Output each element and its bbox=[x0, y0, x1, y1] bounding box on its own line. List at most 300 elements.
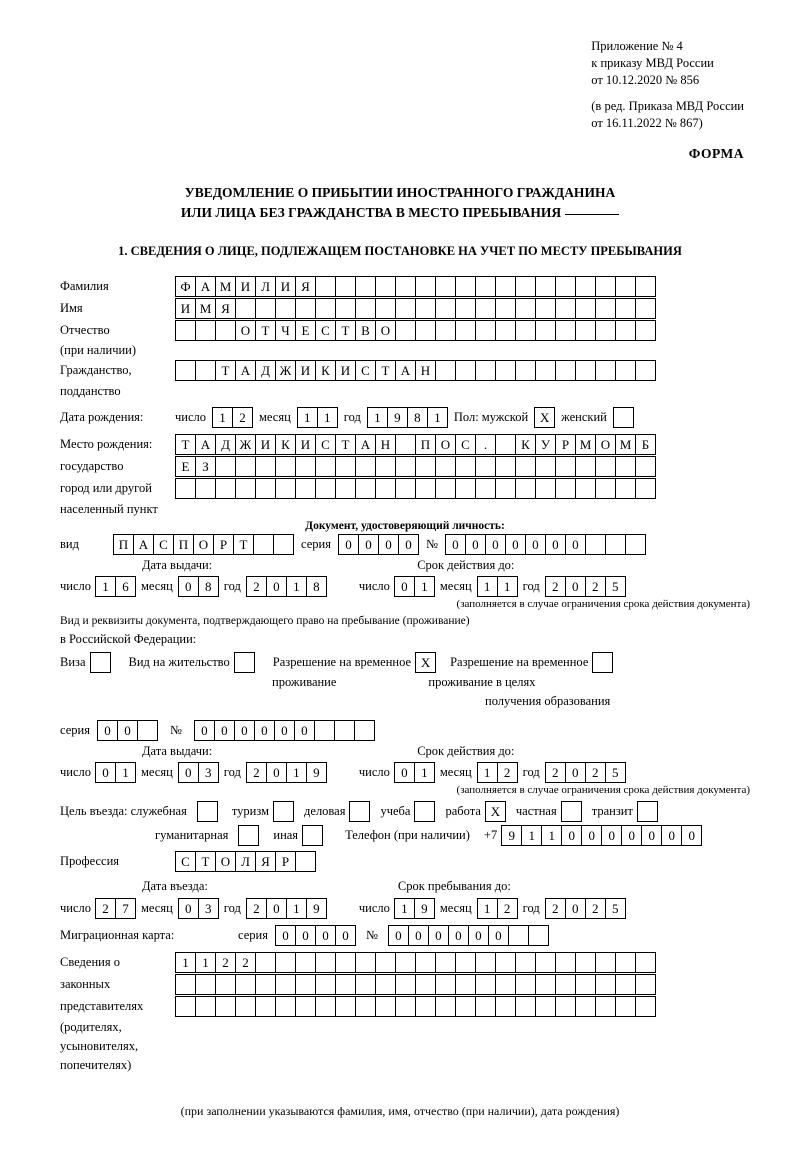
char-box[interactable]: 1 bbox=[394, 898, 415, 919]
char-box[interactable] bbox=[195, 360, 216, 381]
name-boxes[interactable] bbox=[175, 298, 656, 319]
char-box[interactable]: З bbox=[195, 456, 216, 477]
char-box[interactable] bbox=[535, 996, 556, 1017]
char-box[interactable] bbox=[595, 360, 616, 381]
char-box[interactable] bbox=[575, 360, 596, 381]
char-box[interactable] bbox=[528, 925, 549, 946]
char-box[interactable]: 2 bbox=[545, 898, 566, 919]
char-box[interactable]: 0 bbox=[525, 534, 546, 555]
char-box[interactable]: П bbox=[173, 534, 194, 555]
char-box[interactable] bbox=[515, 456, 536, 477]
char-box[interactable]: 1 bbox=[195, 952, 216, 973]
char-box[interactable]: 2 bbox=[95, 898, 116, 919]
char-box[interactable] bbox=[615, 996, 636, 1017]
citizenship-boxes[interactable] bbox=[175, 360, 656, 381]
char-box[interactable] bbox=[375, 952, 396, 973]
char-box[interactable]: О bbox=[215, 851, 236, 872]
char-box[interactable]: 9 bbox=[306, 762, 327, 783]
char-box[interactable]: 9 bbox=[414, 898, 435, 919]
char-box[interactable]: 0 bbox=[275, 925, 296, 946]
char-box[interactable] bbox=[535, 298, 556, 319]
doc-kind-boxes[interactable] bbox=[113, 534, 294, 555]
char-box[interactable]: 9 bbox=[387, 407, 408, 428]
char-box[interactable]: 0 bbox=[565, 534, 586, 555]
birth-month-boxes[interactable] bbox=[297, 407, 338, 428]
char-box[interactable]: 0 bbox=[214, 720, 235, 741]
char-box[interactable] bbox=[195, 478, 216, 499]
char-box[interactable] bbox=[475, 298, 496, 319]
char-box[interactable] bbox=[315, 456, 336, 477]
char-box[interactable] bbox=[635, 974, 656, 995]
char-box[interactable]: Е bbox=[175, 456, 196, 477]
char-box[interactable] bbox=[575, 298, 596, 319]
char-box[interactable]: 0 bbox=[581, 825, 602, 846]
char-box[interactable] bbox=[495, 974, 516, 995]
char-box[interactable]: И bbox=[295, 360, 316, 381]
perm-number-boxes[interactable] bbox=[194, 720, 375, 741]
char-box[interactable] bbox=[415, 952, 436, 973]
char-box[interactable]: С bbox=[153, 534, 174, 555]
char-box[interactable]: 0 bbox=[97, 720, 118, 741]
char-box[interactable] bbox=[495, 276, 516, 297]
char-box[interactable] bbox=[355, 996, 376, 1017]
char-box[interactable] bbox=[515, 478, 536, 499]
char-box[interactable]: Е bbox=[295, 320, 316, 341]
char-box[interactable] bbox=[495, 952, 516, 973]
char-box[interactable] bbox=[615, 974, 636, 995]
char-box[interactable] bbox=[215, 456, 236, 477]
char-box[interactable] bbox=[315, 974, 336, 995]
char-box[interactable] bbox=[635, 456, 656, 477]
char-box[interactable]: 2 bbox=[545, 762, 566, 783]
perm-issue-day-boxes[interactable] bbox=[95, 762, 136, 783]
char-box[interactable] bbox=[175, 360, 196, 381]
char-box[interactable] bbox=[455, 276, 476, 297]
char-box[interactable]: 0 bbox=[388, 925, 409, 946]
char-box[interactable] bbox=[515, 298, 536, 319]
char-box[interactable] bbox=[475, 360, 496, 381]
char-box[interactable] bbox=[315, 996, 336, 1017]
char-box[interactable] bbox=[475, 320, 496, 341]
char-box[interactable] bbox=[575, 320, 596, 341]
purpose-other-checkbox[interactable] bbox=[302, 825, 323, 846]
char-box[interactable] bbox=[175, 478, 196, 499]
char-box[interactable]: М bbox=[195, 298, 216, 319]
char-box[interactable]: 1 bbox=[497, 576, 518, 597]
purpose-transit-checkbox[interactable] bbox=[637, 801, 658, 822]
char-box[interactable]: П bbox=[415, 434, 436, 455]
char-box[interactable] bbox=[415, 276, 436, 297]
char-box[interactable]: 1 bbox=[477, 576, 498, 597]
char-box[interactable] bbox=[635, 360, 656, 381]
char-box[interactable]: 0 bbox=[315, 925, 336, 946]
char-box[interactable] bbox=[415, 456, 436, 477]
char-box[interactable] bbox=[395, 952, 416, 973]
char-box[interactable] bbox=[515, 276, 536, 297]
char-box[interactable]: А bbox=[195, 276, 216, 297]
char-box[interactable] bbox=[555, 478, 576, 499]
char-box[interactable] bbox=[335, 456, 356, 477]
char-box[interactable] bbox=[475, 478, 496, 499]
char-box[interactable] bbox=[515, 360, 536, 381]
char-box[interactable]: 0 bbox=[488, 925, 509, 946]
char-box[interactable] bbox=[314, 720, 335, 741]
char-box[interactable]: 0 bbox=[335, 925, 356, 946]
char-box[interactable]: 0 bbox=[394, 762, 415, 783]
char-box[interactable] bbox=[335, 298, 356, 319]
char-box[interactable] bbox=[495, 360, 516, 381]
char-box[interactable]: 0 bbox=[565, 898, 586, 919]
char-box[interactable] bbox=[375, 276, 396, 297]
char-box[interactable] bbox=[334, 720, 355, 741]
char-box[interactable] bbox=[595, 456, 616, 477]
birthplace-line2-boxes[interactable] bbox=[175, 456, 656, 477]
perm-issue-year-boxes[interactable] bbox=[246, 762, 327, 783]
perm-valid-day-boxes[interactable] bbox=[394, 762, 435, 783]
char-box[interactable] bbox=[495, 298, 516, 319]
char-box[interactable] bbox=[275, 298, 296, 319]
char-box[interactable] bbox=[395, 996, 416, 1017]
char-box[interactable] bbox=[354, 720, 375, 741]
char-box[interactable] bbox=[475, 456, 496, 477]
char-box[interactable] bbox=[575, 276, 596, 297]
char-box[interactable] bbox=[615, 320, 636, 341]
char-box[interactable]: К bbox=[515, 434, 536, 455]
char-box[interactable]: 1 bbox=[414, 576, 435, 597]
char-box[interactable] bbox=[435, 996, 456, 1017]
birthplace-line1-boxes[interactable] bbox=[175, 434, 656, 455]
char-box[interactable] bbox=[295, 456, 316, 477]
char-box[interactable] bbox=[515, 996, 536, 1017]
char-box[interactable] bbox=[235, 298, 256, 319]
char-box[interactable] bbox=[475, 974, 496, 995]
char-box[interactable] bbox=[273, 534, 294, 555]
char-box[interactable]: И bbox=[175, 298, 196, 319]
char-box[interactable]: 0 bbox=[398, 534, 419, 555]
char-box[interactable] bbox=[555, 996, 576, 1017]
char-box[interactable] bbox=[255, 952, 276, 973]
char-box[interactable] bbox=[575, 974, 596, 995]
char-box[interactable]: 0 bbox=[338, 534, 359, 555]
stay-month-boxes[interactable] bbox=[477, 898, 518, 919]
char-box[interactable]: 0 bbox=[117, 720, 138, 741]
char-box[interactable]: 0 bbox=[95, 762, 116, 783]
char-box[interactable] bbox=[175, 996, 196, 1017]
char-box[interactable] bbox=[435, 974, 456, 995]
char-box[interactable] bbox=[495, 320, 516, 341]
char-box[interactable] bbox=[615, 456, 636, 477]
char-box[interactable] bbox=[535, 952, 556, 973]
char-box[interactable]: 7 bbox=[115, 898, 136, 919]
surname-boxes[interactable] bbox=[175, 276, 656, 297]
char-box[interactable]: 2 bbox=[232, 407, 253, 428]
char-box[interactable]: Ж bbox=[235, 434, 256, 455]
char-box[interactable]: 0 bbox=[266, 576, 287, 597]
char-box[interactable] bbox=[395, 320, 416, 341]
char-box[interactable] bbox=[295, 974, 316, 995]
char-box[interactable]: И bbox=[235, 276, 256, 297]
char-box[interactable]: О bbox=[193, 534, 214, 555]
char-box[interactable]: 2 bbox=[246, 762, 267, 783]
char-box[interactable]: 2 bbox=[497, 898, 518, 919]
char-box[interactable] bbox=[335, 996, 356, 1017]
stay-year-boxes[interactable] bbox=[545, 898, 626, 919]
char-box[interactable] bbox=[575, 456, 596, 477]
char-box[interactable]: 2 bbox=[497, 762, 518, 783]
char-box[interactable] bbox=[415, 478, 436, 499]
char-box[interactable] bbox=[635, 478, 656, 499]
char-box[interactable] bbox=[295, 478, 316, 499]
entry-year-boxes[interactable] bbox=[246, 898, 327, 919]
char-box[interactable] bbox=[415, 996, 436, 1017]
char-box[interactable] bbox=[475, 996, 496, 1017]
char-box[interactable]: 1 bbox=[175, 952, 196, 973]
char-box[interactable] bbox=[535, 276, 556, 297]
char-box[interactable]: С bbox=[315, 320, 336, 341]
char-box[interactable]: 2 bbox=[545, 576, 566, 597]
char-box[interactable] bbox=[395, 974, 416, 995]
char-box[interactable]: Н bbox=[375, 434, 396, 455]
char-box[interactable]: 0 bbox=[485, 534, 506, 555]
sex-female-checkbox[interactable] bbox=[613, 407, 634, 428]
char-box[interactable]: Т bbox=[375, 360, 396, 381]
char-box[interactable] bbox=[605, 534, 626, 555]
char-box[interactable] bbox=[635, 996, 656, 1017]
char-box[interactable]: 1 bbox=[286, 576, 307, 597]
char-box[interactable]: Н bbox=[415, 360, 436, 381]
char-box[interactable]: С bbox=[355, 360, 376, 381]
char-box[interactable] bbox=[435, 276, 456, 297]
char-box[interactable]: 1 bbox=[212, 407, 233, 428]
char-box[interactable]: А bbox=[395, 360, 416, 381]
char-box[interactable]: 2 bbox=[246, 898, 267, 919]
char-box[interactable]: О bbox=[435, 434, 456, 455]
char-box[interactable]: 0 bbox=[428, 925, 449, 946]
char-box[interactable] bbox=[555, 276, 576, 297]
char-box[interactable] bbox=[275, 996, 296, 1017]
char-box[interactable] bbox=[335, 276, 356, 297]
char-box[interactable] bbox=[455, 320, 476, 341]
char-box[interactable]: Т bbox=[233, 534, 254, 555]
char-box[interactable] bbox=[215, 478, 236, 499]
char-box[interactable]: П bbox=[113, 534, 134, 555]
char-box[interactable]: 1 bbox=[286, 762, 307, 783]
issue-day-boxes[interactable] bbox=[95, 576, 136, 597]
char-box[interactable] bbox=[595, 996, 616, 1017]
char-box[interactable] bbox=[615, 478, 636, 499]
char-box[interactable] bbox=[295, 851, 316, 872]
char-box[interactable] bbox=[275, 974, 296, 995]
char-box[interactable]: М bbox=[575, 434, 596, 455]
char-box[interactable]: 0 bbox=[468, 925, 489, 946]
char-box[interactable]: 1 bbox=[521, 825, 542, 846]
char-box[interactable]: 9 bbox=[306, 898, 327, 919]
char-box[interactable] bbox=[595, 276, 616, 297]
char-box[interactable] bbox=[315, 276, 336, 297]
char-box[interactable] bbox=[415, 320, 436, 341]
perm-valid-month-boxes[interactable] bbox=[477, 762, 518, 783]
char-box[interactable]: Ф bbox=[175, 276, 196, 297]
char-box[interactable]: 0 bbox=[378, 534, 399, 555]
char-box[interactable] bbox=[575, 996, 596, 1017]
valid-day-boxes[interactable] bbox=[394, 576, 435, 597]
char-box[interactable] bbox=[255, 478, 276, 499]
char-box[interactable] bbox=[515, 974, 536, 995]
char-box[interactable] bbox=[255, 456, 276, 477]
char-box[interactable] bbox=[395, 276, 416, 297]
char-box[interactable] bbox=[375, 456, 396, 477]
char-box[interactable]: 0 bbox=[601, 825, 622, 846]
char-box[interactable] bbox=[495, 996, 516, 1017]
char-box[interactable] bbox=[495, 478, 516, 499]
char-box[interactable]: 0 bbox=[178, 762, 199, 783]
char-box[interactable] bbox=[595, 320, 616, 341]
char-box[interactable] bbox=[355, 974, 376, 995]
birth-day-boxes[interactable] bbox=[212, 407, 253, 428]
char-box[interactable] bbox=[395, 298, 416, 319]
char-box[interactable]: 0 bbox=[358, 534, 379, 555]
char-box[interactable]: С bbox=[175, 851, 196, 872]
purpose-official-checkbox[interactable] bbox=[197, 801, 218, 822]
char-box[interactable] bbox=[335, 974, 356, 995]
char-box[interactable]: 1 bbox=[477, 898, 498, 919]
profession-boxes[interactable] bbox=[175, 851, 316, 872]
char-box[interactable]: Я bbox=[215, 298, 236, 319]
char-box[interactable] bbox=[613, 407, 634, 428]
char-box[interactable] bbox=[535, 974, 556, 995]
char-box[interactable]: 0 bbox=[178, 576, 199, 597]
char-box[interactable]: И bbox=[335, 360, 356, 381]
perm-issue-month-boxes[interactable] bbox=[178, 762, 219, 783]
char-box[interactable] bbox=[375, 974, 396, 995]
char-box[interactable]: 2 bbox=[246, 576, 267, 597]
char-box[interactable]: О bbox=[375, 320, 396, 341]
char-box[interactable]: 0 bbox=[545, 534, 566, 555]
char-box[interactable] bbox=[555, 456, 576, 477]
char-box[interactable] bbox=[395, 456, 416, 477]
purpose-study-checkbox[interactable] bbox=[414, 801, 435, 822]
perm-valid-year-boxes[interactable] bbox=[545, 762, 626, 783]
char-box[interactable]: 1 bbox=[367, 407, 388, 428]
char-box[interactable]: А bbox=[235, 360, 256, 381]
char-box[interactable]: 2 bbox=[585, 898, 606, 919]
purpose-business-checkbox[interactable] bbox=[349, 801, 370, 822]
char-box[interactable] bbox=[535, 456, 556, 477]
char-box[interactable]: 1 bbox=[115, 762, 136, 783]
char-box[interactable]: 3 bbox=[198, 898, 219, 919]
char-box[interactable]: 1 bbox=[297, 407, 318, 428]
char-box[interactable] bbox=[595, 952, 616, 973]
char-box[interactable] bbox=[253, 534, 274, 555]
char-box[interactable] bbox=[595, 478, 616, 499]
char-box[interactable] bbox=[585, 534, 606, 555]
char-box[interactable] bbox=[355, 298, 376, 319]
char-box[interactable]: Т bbox=[335, 434, 356, 455]
char-box[interactable]: К bbox=[275, 434, 296, 455]
char-box[interactable]: . bbox=[475, 434, 496, 455]
char-box[interactable] bbox=[215, 320, 236, 341]
doc-number-boxes[interactable] bbox=[445, 534, 646, 555]
char-box[interactable] bbox=[215, 996, 236, 1017]
char-box[interactable]: 0 bbox=[565, 576, 586, 597]
char-box[interactable] bbox=[355, 276, 376, 297]
char-box[interactable]: 1 bbox=[541, 825, 562, 846]
char-box[interactable] bbox=[515, 952, 536, 973]
char-box[interactable] bbox=[195, 320, 216, 341]
char-box[interactable]: 8 bbox=[306, 576, 327, 597]
char-box[interactable] bbox=[535, 320, 556, 341]
char-box[interactable] bbox=[235, 478, 256, 499]
char-box[interactable]: 0 bbox=[565, 762, 586, 783]
char-box[interactable]: К bbox=[315, 360, 336, 381]
char-box[interactable] bbox=[475, 276, 496, 297]
char-box[interactable] bbox=[275, 478, 296, 499]
char-box[interactable]: 6 bbox=[115, 576, 136, 597]
char-box[interactable] bbox=[375, 996, 396, 1017]
legal-rep-line2-boxes[interactable] bbox=[175, 974, 656, 995]
char-box[interactable]: М bbox=[615, 434, 636, 455]
char-box[interactable] bbox=[235, 974, 256, 995]
char-box[interactable] bbox=[555, 360, 576, 381]
char-box[interactable]: М bbox=[215, 276, 236, 297]
char-box[interactable] bbox=[255, 298, 276, 319]
char-box[interactable]: А bbox=[355, 434, 376, 455]
char-box[interactable] bbox=[255, 996, 276, 1017]
char-box[interactable]: А bbox=[195, 434, 216, 455]
char-box[interactable] bbox=[615, 298, 636, 319]
char-box[interactable] bbox=[195, 996, 216, 1017]
char-box[interactable]: 0 bbox=[254, 720, 275, 741]
char-box[interactable] bbox=[195, 974, 216, 995]
char-box[interactable] bbox=[435, 360, 456, 381]
char-box[interactable] bbox=[455, 478, 476, 499]
mig-series-boxes[interactable] bbox=[275, 925, 356, 946]
char-box[interactable] bbox=[555, 952, 576, 973]
char-box[interactable]: 8 bbox=[407, 407, 428, 428]
purpose-humanitarian-checkbox[interactable] bbox=[238, 825, 259, 846]
perm-series-boxes[interactable] bbox=[97, 720, 158, 741]
char-box[interactable] bbox=[415, 974, 436, 995]
char-box[interactable]: Р bbox=[555, 434, 576, 455]
char-box[interactable] bbox=[315, 298, 336, 319]
char-box[interactable]: А bbox=[133, 534, 154, 555]
char-box[interactable]: 2 bbox=[215, 952, 236, 973]
char-box[interactable]: О bbox=[235, 320, 256, 341]
char-box[interactable]: В bbox=[355, 320, 376, 341]
char-box[interactable]: 0 bbox=[234, 720, 255, 741]
char-box[interactable] bbox=[355, 478, 376, 499]
purpose-tourism-checkbox[interactable] bbox=[273, 801, 294, 822]
char-box[interactable] bbox=[495, 456, 516, 477]
char-box[interactable]: 0 bbox=[408, 925, 429, 946]
char-box[interactable]: 0 bbox=[621, 825, 642, 846]
char-box[interactable]: Л bbox=[255, 276, 276, 297]
char-box[interactable] bbox=[395, 434, 416, 455]
char-box[interactable] bbox=[508, 925, 529, 946]
char-box[interactable]: 0 bbox=[294, 720, 315, 741]
entry-day-boxes[interactable] bbox=[95, 898, 136, 919]
char-box[interactable] bbox=[455, 952, 476, 973]
char-box[interactable]: 1 bbox=[477, 762, 498, 783]
char-box[interactable] bbox=[455, 456, 476, 477]
char-box[interactable] bbox=[375, 478, 396, 499]
char-box[interactable] bbox=[295, 996, 316, 1017]
char-box[interactable] bbox=[475, 952, 496, 973]
char-box[interactable] bbox=[315, 952, 336, 973]
valid-year-boxes[interactable] bbox=[545, 576, 626, 597]
char-box[interactable]: И bbox=[295, 434, 316, 455]
char-box[interactable] bbox=[575, 478, 596, 499]
